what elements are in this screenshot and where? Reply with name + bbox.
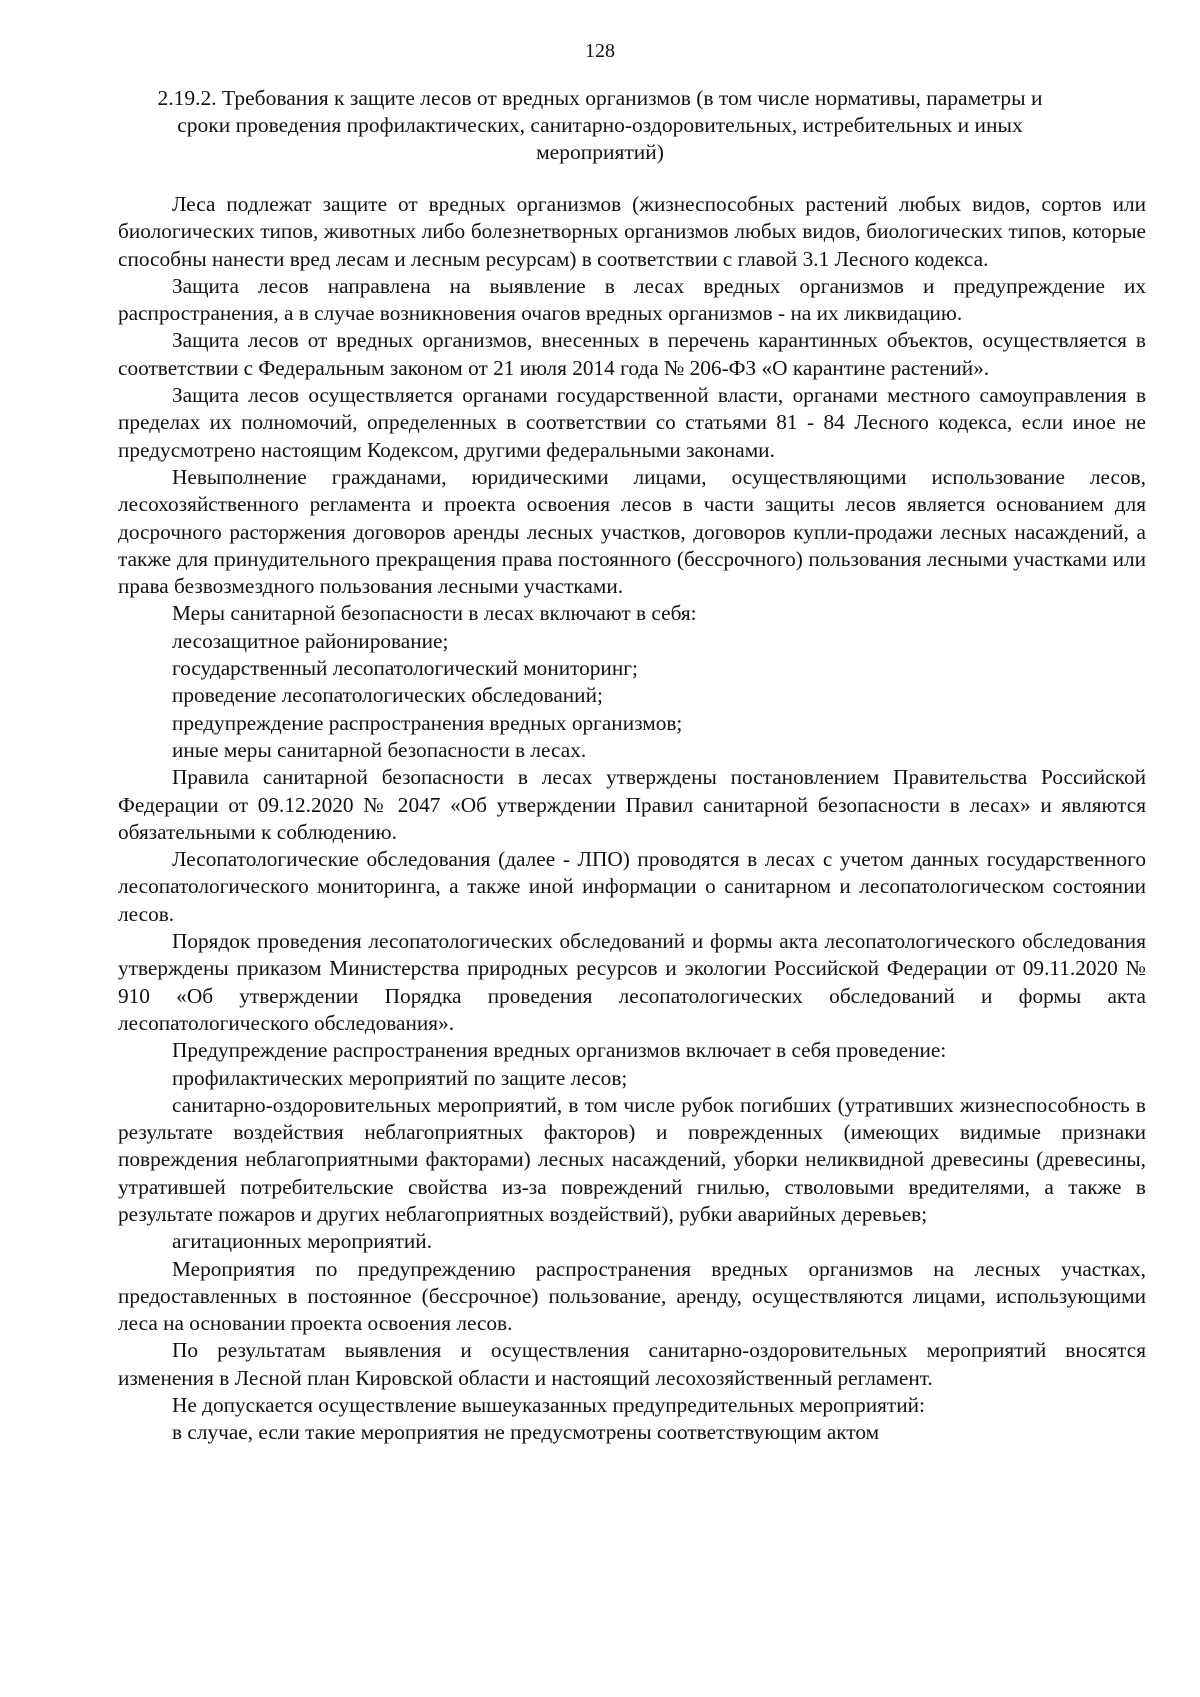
section-heading: 2.19.2. Требования к защите лесов от вредных организмов (в том числе нормативы, параметры и сроки проведения профилактических, санитарно-оздоровительных, истребительных и иных мероприятий) (157, 86, 1043, 164)
list-item: проведение лесопатологических обследований; (172, 683, 603, 708)
paragraph: Порядок проведения лесопатологических обследований и формы акта лесопатологического обследования утверждены приказом Министерства природных ресурсов и экологии Российской Федерации от 09.11.2020 № 910 «Об утверждении Порядка проведения лесопатологических обследований и формы акта лесопатологического обследования». (118, 929, 1146, 1035)
paragraph: Не допускается осуществление вышеуказанных предупредительных мероприятий: (172, 1393, 925, 1418)
paragraph: Защита лесов направлена на выявление в лесах вредных организмов и предупреждение их распространения, а в случае возникновения очагов вредных организмов - на их ликвидацию. (118, 273, 1146, 326)
paragraph: Невыполнение гражданами, юридическими лицами, осуществляющими использование лесов, лесохозяйственного регламента и проекта освоения лесов в части защиты лесов является основанием для досрочного расторжения договоров аренды лесных участков, договоров купли-продажи лесных насаждений, а также для принудительного прекращения права постоянного (бессрочного) пользования лесными участками или права безвозмездного пользования лесными участками. (118, 464, 1146, 599)
document-body (118, 191, 1146, 1447)
paragraph: По результатам выявления и осуществления санитарно-оздоровительных мероприятий вносятся изменения в Лесной план Кировской области и настоящий лесохозяйственный регламент. (118, 1338, 1146, 1390)
list-item: лесозащитное районирование; (172, 628, 449, 653)
list-item: предупреждение распространения вредных организмов; (172, 710, 683, 735)
paragraph: Мероприятия по предупреждению распространения вредных организмов на лесных участках, предоставленных в постоянное (бессрочное) пользование, аренду, осуществляются лицами, использующими леса на основании проекта освоения лесов. (118, 1256, 1146, 1336)
paragraph: Меры санитарной безопасности в лесах включают в себя: (172, 601, 697, 626)
paragraph: Леса подлежат защите от вредных организмов (жизнеспособных растений любых видов, сортов или биологических типов, животных либо болезнетворных организмов любых видов, биологических типов, которые способны нанести вред лесам и лесным ресурсам) в соответствии с главой 3.1 Лесного кодекса. (118, 192, 1146, 271)
list-item: санитарно-оздоровительных мероприятий, в том числе рубок погибших (утративших жизнеспособность в результате воздействия неблагоприятных факторов) и поврежденных (имеющих видимые признаки повреждения неблагоприятными факторами) лесных насаждений, уборки неликвидной древесины (древесины, утратившей потребительские свойства из-за повреждений гнилью, стволовыми вредителями, а также в результате пожаров и других неблагоприятных воздействий), рубки аварийных деревьев; (118, 1092, 1146, 1226)
paragraph: Лесопатологические обследования (далее - ЛПО) проводятся в лесах с учетом данных государственного лесопатологического мониторинга, а также иной информации о санитарном и лесопатологическом состоянии лесов. (118, 847, 1146, 926)
list-item: агитационных мероприятий. (172, 1229, 433, 1254)
paragraph: Защита лесов осуществляется органами государственной власти, органами местного самоуправления в пределах их полномочий, определенных в соответствии со статьями 81 - 84 Лесного кодекса, если иное не предусмотрено настоящим Кодексом, другими федеральными законами. (118, 383, 1146, 462)
paragraph: Защита лесов от вредных организмов, внесенных в перечень карантинных объектов, осуществляется в соответствии с Федеральным законом от 21 июля 2014 года № 206-ФЗ «О карантине растений». (118, 328, 1146, 380)
list-item: профилактических мероприятий по защите лесов; (172, 1065, 628, 1090)
list-item: иные меры санитарной безопасности в лесах. (172, 737, 587, 762)
paragraph: в случае, если такие мероприятия не предусмотрены соответствующим актом (172, 1420, 880, 1445)
paragraph: Правила санитарной безопасности в лесах утверждены постановлением Правительства Российской Федерации от 09.12.2020 № 2047 «Об утверждении Правил санитарной безопасности в лесах» и являются обязательными к соблюдению. (118, 765, 1146, 844)
paragraph: Предупреждение распространения вредных организмов включает в себя проведение: (172, 1038, 947, 1063)
list-item: государственный лесопатологический мониторинг; (172, 656, 638, 681)
page-number: 128 (585, 40, 615, 62)
